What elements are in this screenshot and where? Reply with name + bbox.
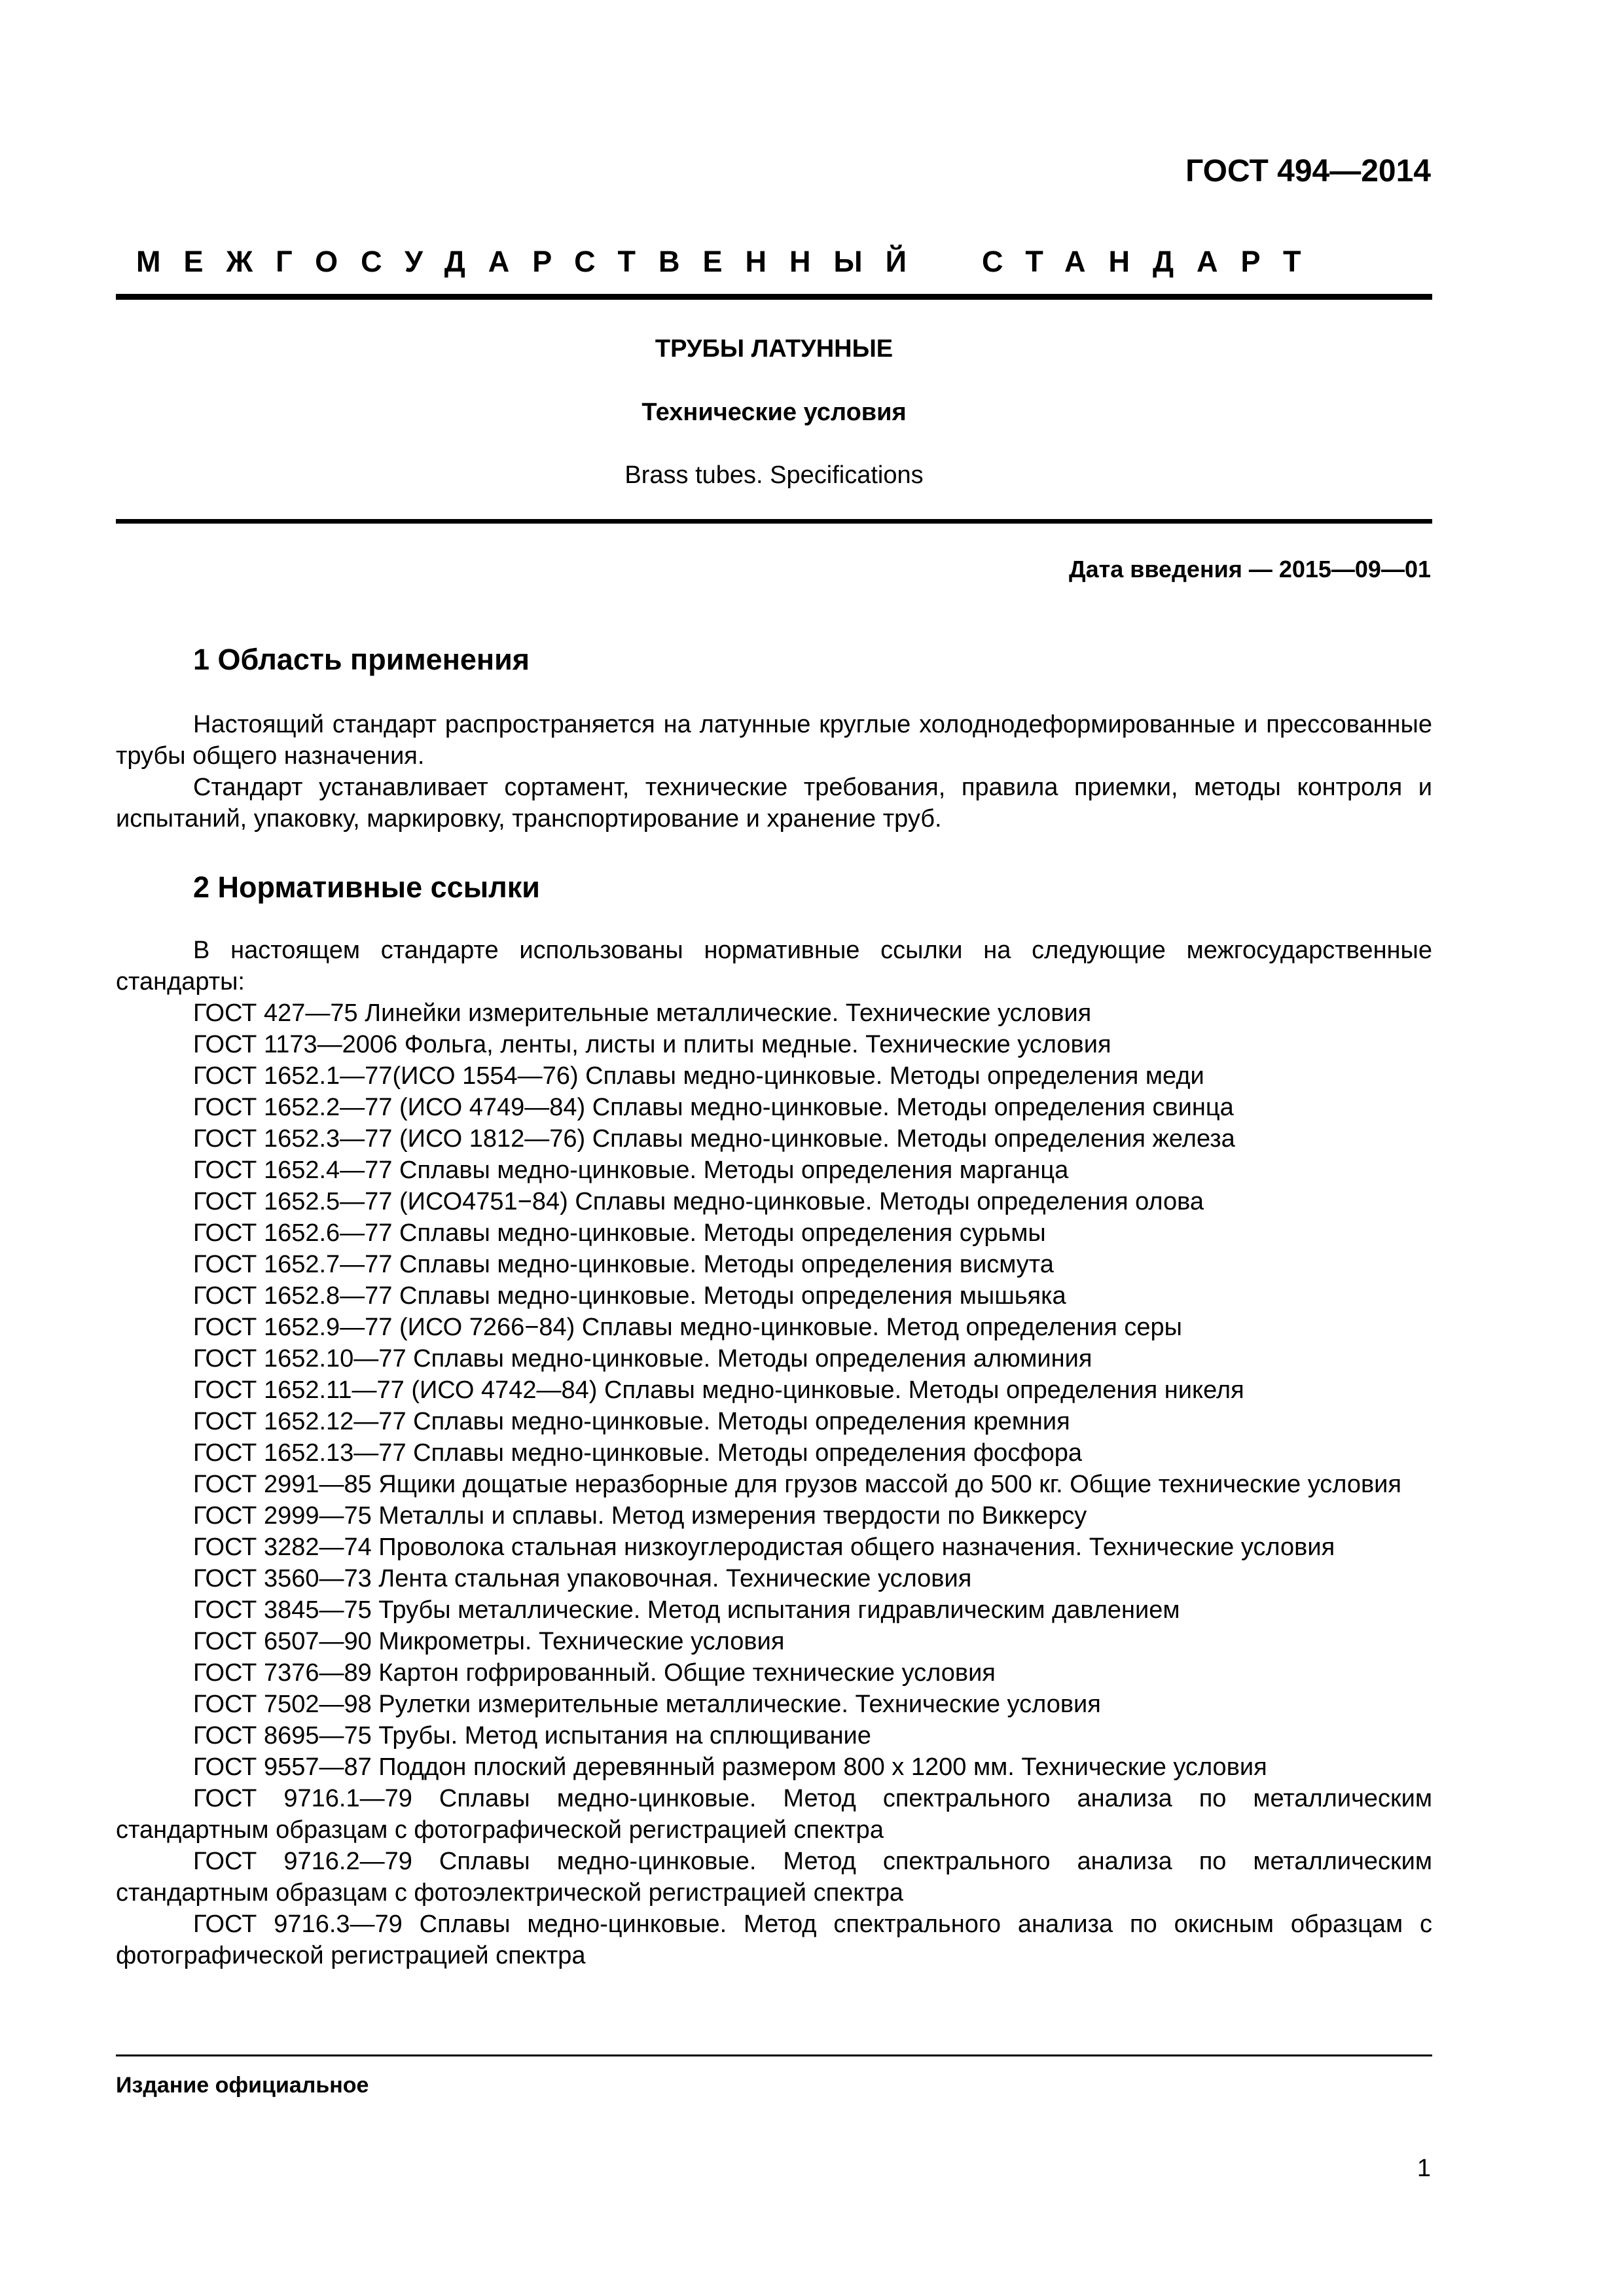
- reference-item: ГОСТ 1652.1—77(ИСО 1554—76) Сплавы медно-цинковые. Методы определения меди: [193, 1062, 1204, 1090]
- reference-item: ГОСТ 1652.8—77 Сплавы медно-цинковые. Методы определения мышьяка: [193, 1282, 1066, 1310]
- interstate-word-1: МЕЖГОСУДАРСТВЕННЫЙ: [136, 245, 929, 278]
- title-divider: [116, 519, 1432, 524]
- reference-item: ГОСТ 1652.6—77 Сплавы медно-цинковые. Методы определения сурьмы: [193, 1219, 1046, 1247]
- reference-item: ГОСТ 427—75 Линейки измерительные металлические. Технические условия: [193, 999, 1092, 1027]
- section-2-heading: 2 Нормативные ссылки: [193, 870, 540, 904]
- section-1-heading: 1 Область применения: [193, 643, 530, 676]
- section-1-paragraph: Стандарт устанавливает сортамент, технические требования, правила приемки, методы контроля и испытаний, упаковку, маркировку, транспортирование и хранение труб.: [116, 774, 1432, 833]
- reference-item: ГОСТ 7502—98 Рулетки измерительные металлические. Технические условия: [193, 1691, 1101, 1718]
- section-2-body: [116, 935, 1432, 1971]
- reference-item: ГОСТ 1652.12—77 Сплавы медно-цинковые. Методы определения кремния: [193, 1408, 1070, 1435]
- reference-item: ГОСТ 3845—75 Трубы металлические. Метод испытания гидравлическим давлением: [193, 1596, 1180, 1624]
- document-english-title: Brass tubes. Specifications: [624, 461, 924, 489]
- document-subtitle: Технические условия: [641, 399, 907, 426]
- section-2-intro: В настоящем стандарте использованы нормативные ссылки на следующие межгосударственные стандарты:: [116, 937, 1432, 996]
- interstate-standard-banner: [136, 242, 1393, 281]
- reference-item: ГОСТ 2991—85 Ящики дощатые неразборные для грузов массой до 500 кг. Общие технические условия: [193, 1471, 1401, 1498]
- reference-item: ГОСТ 1652.11—77 (ИСО 4742—84) Сплавы медно-цинковые. Методы определения никеля: [193, 1376, 1244, 1404]
- page-number: 1: [1416, 2155, 1431, 2182]
- reference-item: ГОСТ 1652.4—77 Сплавы медно-цинковые. Методы определения марганца: [193, 1157, 1069, 1184]
- introduction-date: Дата введения — 2015—09—01: [1068, 556, 1431, 583]
- official-edition-label: Издание официальное: [116, 2073, 369, 2098]
- reference-item: ГОСТ 1652.13—77 Сплавы медно-цинковые. Методы определения фосфора: [193, 1439, 1082, 1467]
- reference-item: ГОСТ 1652.3—77 (ИСО 1812—76) Сплавы медно-цинковые. Методы определения железа: [193, 1125, 1235, 1153]
- reference-item: ГОСТ 9716.1—79 Сплавы медно-цинковые. Метод спектрального анализа по металлическим стандартным образцам с фотографической регистрацией спектра: [116, 1785, 1432, 1844]
- reference-item: ГОСТ 9716.2—79 Сплавы медно-цинковые. Метод спектрального анализа по металлическим стандартным образцам с фотоэлектрической регистрацией спектра: [116, 1848, 1432, 1907]
- reference-item: ГОСТ 1173—2006 Фольга, ленты, листы и плиты медные. Технические условия: [193, 1031, 1111, 1058]
- reference-item: ГОСТ 6507—90 Микрометры. Технические условия: [193, 1628, 785, 1655]
- reference-item: ГОСТ 9716.3—79 Сплавы медно-цинковые. Метод спектрального анализа по окисным образцам с фотографической регистрацией спектра: [116, 1910, 1432, 1969]
- reference-item: ГОСТ 8695—75 Трубы. Метод испытания на сплющивание: [193, 1722, 871, 1749]
- reference-item: ГОСТ 3560—73 Лента стальная упаковочная. Технические условия: [193, 1565, 972, 1592]
- document-title: ТРУБЫ ЛАТУННЫЕ: [655, 335, 893, 363]
- section-1-body: [116, 709, 1432, 834]
- interstate-word-2: СТАНДАРТ: [981, 245, 1324, 278]
- reference-item: ГОСТ 3282—74 Проволока стальная низкоуглеродистая общего назначения. Технические условия: [193, 1534, 1335, 1561]
- reference-item: ГОСТ 7376—89 Картон гофрированный. Общие технические условия: [193, 1659, 996, 1687]
- reference-item: ГОСТ 1652.9—77 (ИСО 7266−84) Сплавы медно-цинковые. Метод определения серы: [193, 1314, 1182, 1341]
- section-1-paragraph: Настоящий стандарт распространяется на латунные круглые холоднодеформированные и прессованные трубы общего назначения.: [116, 711, 1432, 770]
- reference-item: ГОСТ 2999—75 Металлы и сплавы. Метод измерения твердости по Виккерсу: [193, 1502, 1087, 1530]
- normative-references-list: [116, 997, 1432, 1971]
- footer-divider: [116, 2054, 1432, 2056]
- reference-item: ГОСТ 1652.10—77 Сплавы медно-цинковые. Методы определения алюминия: [193, 1345, 1092, 1372]
- reference-item: ГОСТ 1652.2—77 (ИСО 4749—84) Сплавы медно-цинковые. Методы определения свинца: [193, 1094, 1234, 1121]
- reference-item: ГОСТ 1652.5—77 (ИСО4751−84) Сплавы медно-цинковые. Методы определения олова: [193, 1188, 1204, 1215]
- header-divider: [116, 294, 1432, 300]
- gost-code: ГОСТ 494—2014: [1185, 154, 1431, 188]
- reference-item: ГОСТ 1652.7—77 Сплавы медно-цинковые. Методы определения висмута: [193, 1251, 1054, 1278]
- reference-item: ГОСТ 9557—87 Поддон плоский деревянный размером 800 х 1200 мм. Технические условия: [193, 1753, 1267, 1781]
